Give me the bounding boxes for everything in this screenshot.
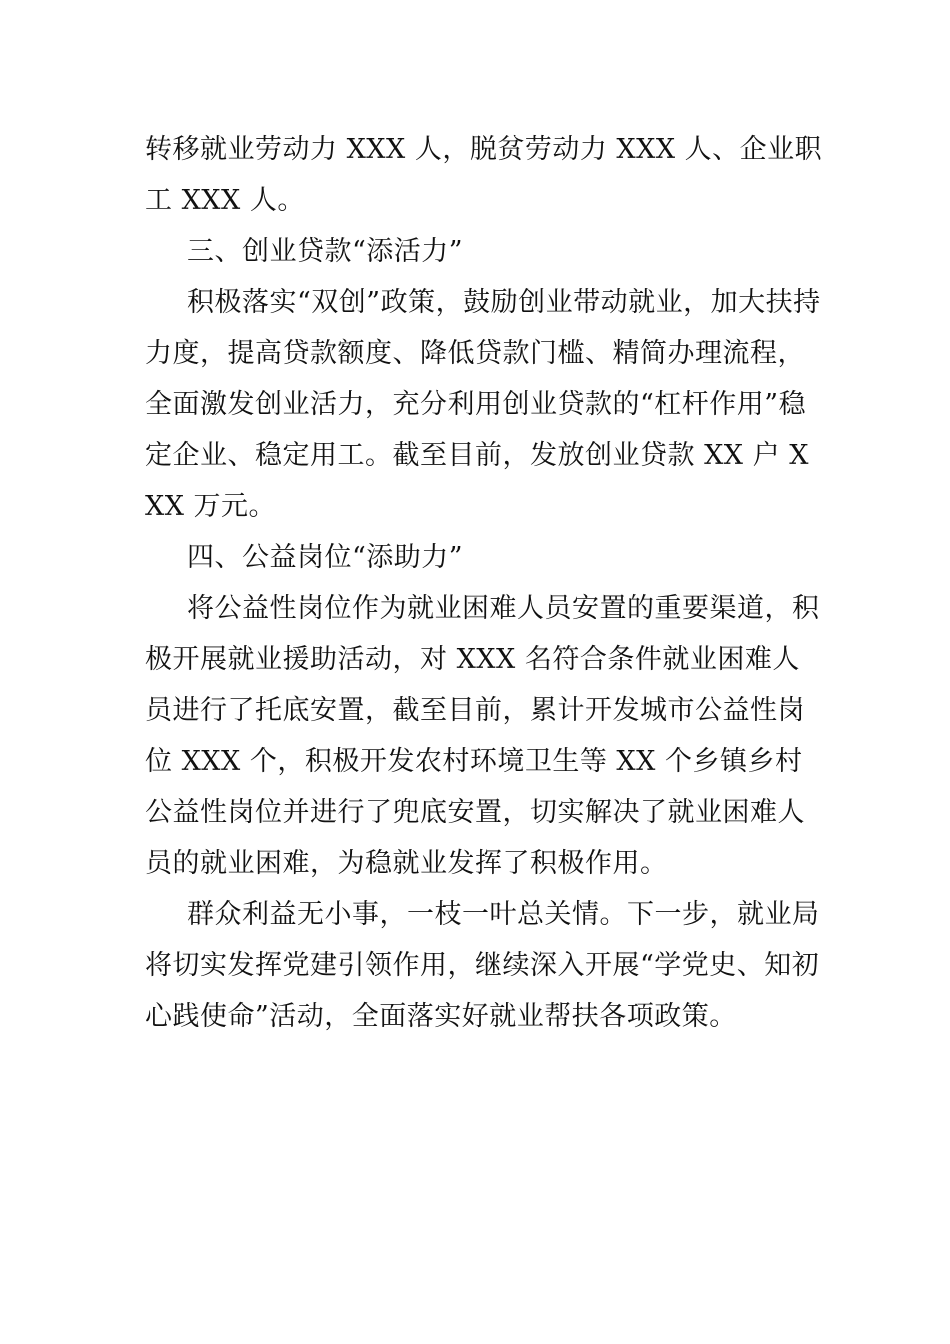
section-heading-public-welfare-posts: 四、公益岗位“添助力” bbox=[187, 542, 464, 573]
paragraph-public-welfare-posts: 将公益性岗位作为就业困难人员安置的重要渠道，积极开展就业援助活动，对 XXX 名符合条件就业困难人员进行了托底安置，截至目前，累计开发城市公益性岗位 XXX 个，积极开发农村环境卫生等 XX 个乡镇乡村公益性岗位并进行了兜底安置，切实解决了就业困难人员的就业困难，为稳就业发挥了积极作用。 bbox=[145, 593, 820, 879]
section-heading-entrepreneurship-loans: 三、创业贷款“添活力” bbox=[187, 236, 464, 267]
document-body bbox=[145, 124, 825, 1042]
paragraph-entrepreneurship-loans: 积极落实“双创”政策，鼓励创业带动就业，加大扶持力度，提高贷款额度、降低贷款门槛、精简办理流程，全面激发创业活力，充分利用创业贷款的“杠杆作用”稳定企业、稳定用工。截至目前，发放创业贷款 XX 户 XXX 万元。 bbox=[145, 287, 821, 522]
paragraph-transfer-employment: 转移就业劳动力 XXX 人，脱贫劳动力 XXX 人、企业职工 XXX 人。 bbox=[145, 134, 823, 216]
paragraph-conclusion: 群众利益无小事，一枝一叶总关情。下一步，就业局将切实发挥党建引领作用，继续深入开展“学党史、知初心践使命”活动，全面落实好就业帮扶各项政策。 bbox=[145, 899, 820, 1032]
